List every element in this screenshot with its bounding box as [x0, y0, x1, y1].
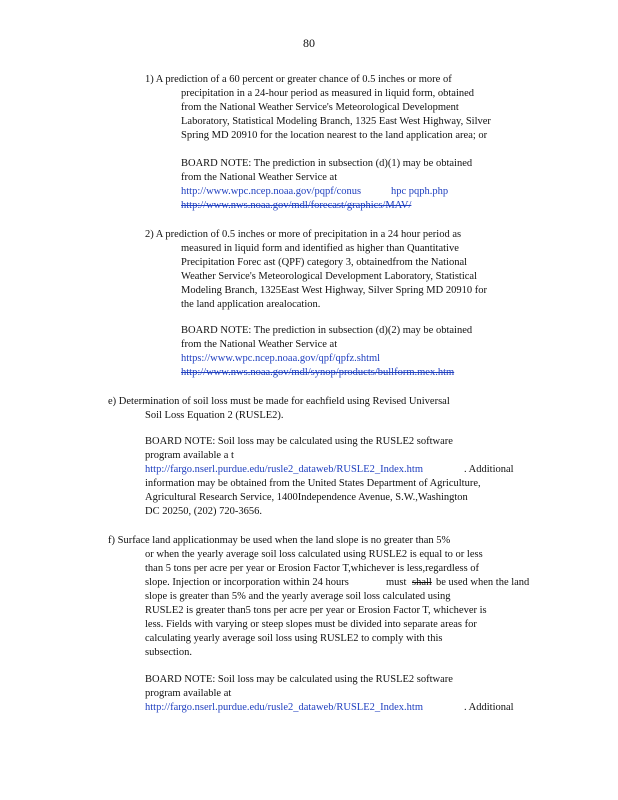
additional-text: . Additional: [464, 702, 514, 713]
board-note-line: program available a t: [145, 450, 234, 461]
paragraph-line: from the National Weather Service's Meteorological Development: [181, 102, 459, 113]
paragraph-line: RUSLE2 is greater than5 tons per acre per year or Erosion Factor T, whichever is: [145, 605, 487, 616]
board-note-line: BOARD NOTE: Soil loss may be calculated using the RUSLE2 software: [145, 436, 453, 447]
paragraph-line: less. Fields with varying or steep slopes must be divided into separate areas for: [145, 619, 477, 630]
paragraph-line: 1) A prediction of a 60 percent or greater chance of 0.5 inches or more of: [145, 74, 452, 85]
paragraph-line: the land application arealocation.: [181, 299, 321, 310]
board-note-line: from the National Weather Service at: [181, 172, 338, 183]
deleted-mav-link[interactable]: http://www.nws.noaa.gov/mdl/forecast/graphics/MAV/: [181, 200, 412, 211]
rusle2-link[interactable]: http://fargo.nserl.purdue.edu/rusle2_dataweb/RUSLE2_Index.htm: [145, 464, 423, 475]
qpf-link[interactable]: https://www.wpc.ncep.noaa.gov/qpf/qpfz.shtml: [181, 353, 381, 364]
paragraph-line: DC 20250, (202) 720-3656.: [145, 506, 262, 517]
board-note-line: BOARD NOTE: Soil loss may be calculated using the RUSLE2 software: [145, 674, 453, 685]
paragraph-line: slope is greater than 5% and the yearly average soil loss calculated using: [145, 591, 451, 602]
paragraph-line: Soil Loss Equation 2 (RUSLE2).: [145, 410, 284, 421]
paragraph-line: slope. Injection or incorporation within 24 hours: [145, 577, 349, 588]
paragraph-line: Modeling Branch, 1325East West Highway, Silver Spring MD 20910 for: [181, 285, 487, 296]
paragraph-line: information may be obtained from the United States Department of Agriculture,: [145, 478, 481, 489]
paragraph-line: subsection.: [145, 647, 192, 658]
pqph-link[interactable]: hpc pqph.php: [391, 186, 449, 197]
board-note-line: from the National Weather Service at: [181, 339, 338, 350]
additional-text: . Additional: [464, 464, 514, 475]
deleted-bullform-link[interactable]: http://www.nws.noaa.gov/mdl/synop/products/bullform.mex.htm: [181, 367, 455, 378]
paragraph-line: f) Surface land applicationmay be used when the land slope is no greater than 5%: [108, 535, 451, 546]
paragraph-line: Agricultural Research Service, 1400Independence Avenue, S.W.,Washington: [145, 492, 468, 503]
paragraph-line: 2) A prediction of 0.5 inches or more of precipitation in a 24 hour period as: [145, 229, 462, 240]
paragraph-line: Weather Service's Meteorological Development Laboratory, Statistical: [181, 271, 478, 282]
paragraph-line: measured in liquid form and identified as higher than Quantitative: [181, 243, 459, 254]
rusle2-link[interactable]: http://fargo.nserl.purdue.edu/rusle2_dataweb/RUSLE2_Index.htm: [145, 702, 423, 713]
inserted-word-must: must: [386, 577, 407, 588]
paragraph-line: e) Determination of soil loss must be made for eachfield using Revised Universal: [108, 396, 450, 407]
page-number: 80: [303, 36, 315, 50]
paragraph-line: be used when the land: [436, 577, 530, 588]
paragraph-line: calculating yearly average soil loss using RUSLE2 to comply with this: [145, 633, 443, 644]
deleted-word-shall: shall: [412, 577, 432, 588]
board-note-line: BOARD NOTE: The prediction in subsection (d)(2) may be obtained: [181, 325, 473, 336]
paragraph-line: Spring MD 20910 for the location nearest to the land application area; or: [181, 130, 488, 141]
paragraph-line: Precipitation Forec ast (QPF) category 3, obtainedfrom the National: [181, 257, 468, 268]
paragraph-line: than 5 tons per acre per year or Erosion Factor T,whichever is less,regardless of: [145, 563, 480, 574]
paragraph-line: precipitation in a 24-hour period as measured in liquid form, obtained: [181, 88, 475, 99]
board-note-line: BOARD NOTE: The prediction in subsection (d)(1) may be obtained: [181, 158, 473, 169]
board-note-line: program available at: [145, 688, 232, 699]
paragraph-line: Laboratory, Statistical Modeling Branch, 1325 East West Highway, Silver: [181, 116, 491, 127]
paragraph-line: or when the yearly average soil loss calculated using RUSLE2 is equal to or less: [145, 549, 483, 560]
pqpf-link[interactable]: http://www.wpc.ncep.noaa.gov/pqpf/conus: [181, 186, 362, 197]
